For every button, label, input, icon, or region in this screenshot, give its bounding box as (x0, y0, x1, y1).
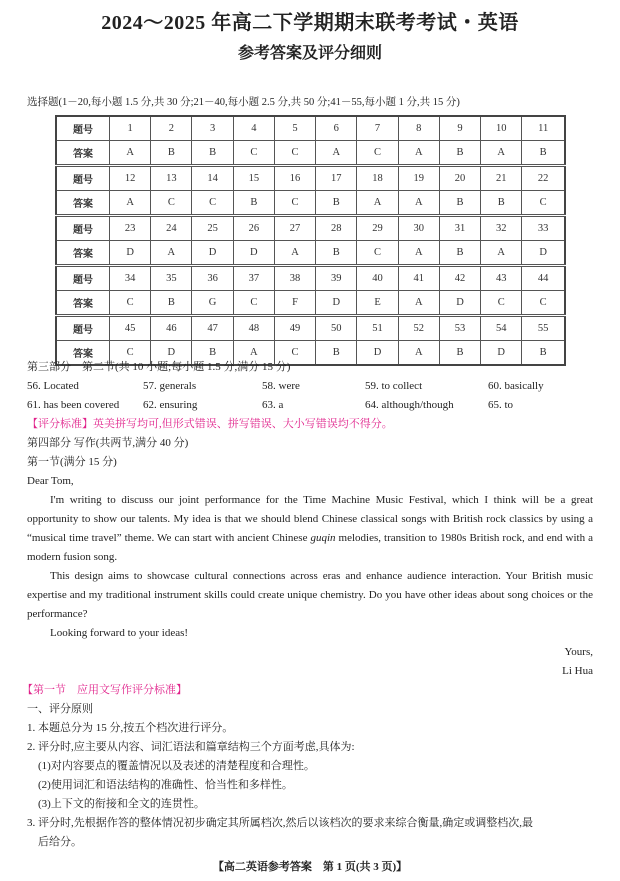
answer-cell: B (522, 141, 565, 166)
question-number: 42 (439, 266, 480, 291)
question-number-row (56, 166, 565, 191)
answer-cell: C (192, 191, 233, 216)
fill-answer: 65. to (488, 399, 514, 411)
answer-row (56, 191, 565, 216)
fill-answer: 56. Located (27, 380, 79, 392)
answer-cell: B (439, 341, 480, 366)
question-number: 17 (316, 166, 357, 191)
answer-cell: C (233, 291, 274, 316)
letter-paragraph-3: Looking forward to your ideas! (50, 627, 189, 639)
answer-cell: C (274, 341, 315, 366)
question-number: 18 (357, 166, 398, 191)
question-number: 24 (151, 216, 192, 241)
fill-answer: 58. were (262, 380, 300, 392)
row-label: 题号 (56, 166, 110, 191)
question-number: 45 (110, 316, 151, 341)
page-title: 2024～2025 年高二下学期期末联考考试・英语 (101, 12, 519, 34)
answer-cell: C (274, 191, 315, 216)
choice-heading: 选择题(1－20,每小题 1.5 分,共 30 分;21－40,每小题 2.5 分,共 50 分;41－55,每小题 1 分,共 15 分) (27, 97, 460, 108)
answer-cell: B (316, 191, 357, 216)
question-number: 8 (398, 116, 439, 141)
question-number-row (56, 116, 565, 141)
question-number: 20 (439, 166, 480, 191)
question-number: 39 (316, 266, 357, 291)
row-label: 题号 (56, 266, 110, 291)
answer-cell: D (110, 241, 151, 266)
question-number: 50 (316, 316, 357, 341)
question-number: 1 (110, 116, 151, 141)
letter-paragraph-1 (27, 491, 593, 567)
row-label: 答案 (56, 291, 110, 316)
p1-italic: guqin (310, 532, 336, 544)
question-number: 53 (439, 316, 480, 341)
fill-answer: 61. has been covered (27, 399, 120, 411)
answer-cell: A (398, 241, 439, 266)
question-number: 27 (274, 216, 315, 241)
question-number: 5 (274, 116, 315, 141)
answer-cell: C (110, 291, 151, 316)
question-number: 29 (357, 216, 398, 241)
question-number: 10 (481, 116, 522, 141)
rubric-item: 2. 评分时,应主要从内容、词汇语法和篇章结构三个方面考虑,具体为: (27, 741, 355, 753)
letter-signature: Li Hua (562, 665, 593, 677)
question-number: 31 (439, 216, 480, 241)
fill-answer: 64. although/though (365, 399, 454, 411)
page-footer: 【高二英语参考答案 第 1 页(共 3 页)】 (212, 861, 408, 873)
answer-cell: C (274, 141, 315, 166)
answer-row (56, 241, 565, 266)
answer-cell: B (151, 291, 192, 316)
question-number: 44 (522, 266, 565, 291)
answer-cell: A (274, 241, 315, 266)
letter-paragraph-2: This design aims to showcase cultural connections across eras and enhance audience interaction. Your British music expertise and my traditional instrument skills could create unique chemistry. Do you have other ideas about song choices or the performance? (27, 570, 593, 620)
answer-cell: A (398, 191, 439, 216)
row-label: 题号 (56, 316, 110, 341)
rubric-items (27, 719, 593, 852)
answer-cell: G (192, 291, 233, 316)
answer-cell: C (151, 191, 192, 216)
answer-cell: B (192, 341, 233, 366)
question-number: 2 (151, 116, 192, 141)
question-number-row (56, 216, 565, 241)
question-number: 35 (151, 266, 192, 291)
question-number: 15 (233, 166, 274, 191)
question-number: 52 (398, 316, 439, 341)
answer-cell: A (398, 141, 439, 166)
question-number: 6 (316, 116, 357, 141)
answer-cell: A (481, 141, 522, 166)
row-label: 答案 (56, 241, 110, 266)
question-number: 32 (481, 216, 522, 241)
criteria-text: 英美拼写均可,但形式错误、拼写错误、大小写错误均不得分。 (93, 418, 393, 430)
answer-cell: B (316, 341, 357, 366)
question-number: 3 (192, 116, 233, 141)
answer-cell: B (439, 241, 480, 266)
answer-cell: A (316, 141, 357, 166)
row-label: 题号 (56, 116, 110, 141)
answer-cell: D (192, 241, 233, 266)
part3-heading: 第三部分 第二节(共 10 小题;每小题 1.5 分,满分 15 分) (27, 361, 291, 373)
p1-end: melodies, transition to 1980s British rock, and end with a modern fusion song. (27, 532, 593, 563)
question-number-row (56, 266, 565, 291)
part4-heading: 第四部分 写作(共两节,满分 40 分) (27, 437, 189, 449)
answer-cell: C (110, 341, 151, 366)
question-number: 55 (522, 316, 565, 341)
answer-cell: A (110, 141, 151, 166)
letter-greeting: Dear Tom, (27, 475, 74, 487)
question-number: 49 (274, 316, 315, 341)
answer-cell: C (233, 141, 274, 166)
rubric-item: (1)对内容要点的覆盖情况以及表述的清楚程度和合理性。 (38, 760, 315, 772)
answer-cell: E (357, 291, 398, 316)
fill-answer: 59. to collect (365, 380, 423, 392)
question-number: 33 (522, 216, 565, 241)
question-number: 4 (233, 116, 274, 141)
row-label: 答案 (56, 141, 110, 166)
row-label: 题号 (56, 216, 110, 241)
question-number: 9 (439, 116, 480, 141)
answer-cell: C (357, 241, 398, 266)
fill-answer: 60. basically (488, 380, 544, 392)
row-label: 答案 (56, 341, 110, 366)
answer-cell: B (522, 341, 565, 366)
rubric-item: (3)上下文的衔接和全文的连贯性。 (38, 798, 205, 810)
question-number: 19 (398, 166, 439, 191)
fill-answer: 62. ensuring (143, 399, 198, 411)
answer-table (55, 115, 566, 366)
answer-cell: D (151, 341, 192, 366)
rubric-item: (2)使用词汇和语法结构的准确性、恰当性和多样性。 (38, 779, 293, 791)
letter-closing: Yours, (564, 646, 593, 658)
question-number: 43 (481, 266, 522, 291)
answer-cell: D (439, 291, 480, 316)
question-number: 34 (110, 266, 151, 291)
fill-answers (27, 377, 593, 415)
answer-cell: F (274, 291, 315, 316)
fill-answer: 63. a (262, 399, 284, 411)
rubric-title: 【第一节 应用文写作评分标准】 (22, 684, 187, 696)
answer-cell: B (316, 241, 357, 266)
content-flow (22, 358, 593, 877)
question-number: 36 (192, 266, 233, 291)
question-number: 11 (522, 116, 565, 141)
answer-cell: B (192, 141, 233, 166)
answer-cell: B (151, 141, 192, 166)
question-number: 30 (398, 216, 439, 241)
rubric-item: 后给分。 (38, 836, 82, 848)
question-number: 16 (274, 166, 315, 191)
answer-cell: B (439, 141, 480, 166)
answer-cell: B (481, 191, 522, 216)
answer-cell: C (357, 141, 398, 166)
answer-row (56, 291, 565, 316)
question-number: 25 (192, 216, 233, 241)
question-number: 38 (274, 266, 315, 291)
answer-cell: D (357, 341, 398, 366)
page-subtitle: 参考答案及评分细则 (237, 45, 382, 62)
question-number: 40 (357, 266, 398, 291)
answer-cell: C (481, 291, 522, 316)
section1-heading: 第一节(满分 15 分) (27, 456, 117, 468)
question-number: 13 (151, 166, 192, 191)
answer-cell: D (316, 291, 357, 316)
answer-cell: D (522, 241, 565, 266)
question-number: 48 (233, 316, 274, 341)
question-number: 41 (398, 266, 439, 291)
row-label: 答案 (56, 191, 110, 216)
question-number: 46 (151, 316, 192, 341)
question-number: 54 (481, 316, 522, 341)
answer-cell: D (481, 341, 522, 366)
answer-cell: B (233, 191, 274, 216)
answer-cell: A (398, 291, 439, 316)
answer-cell: D (233, 241, 274, 266)
part3-criteria (27, 415, 593, 434)
question-number: 51 (357, 316, 398, 341)
question-number: 23 (110, 216, 151, 241)
question-number: 47 (192, 316, 233, 341)
rubric-heading: 一、评分原则 (27, 703, 93, 715)
criteria-label: 【评分标准】 (27, 418, 93, 430)
answer-cell: A (398, 341, 439, 366)
question-number: 21 (481, 166, 522, 191)
p1-text: I'm writing to discuss our joint performance for the Time Machine Music Festival, which I think will be a great opportunity to show our talents. My idea is that we should blend Chinese classical songs with British rock classics by using a “musical time travel” theme. We can start with ancient Chinese (27, 494, 593, 544)
rubric-item: 3. 评分时,先根据作答的整体情况初步确定其所属档次,然后以该档次的要求来综合衡量,确定或调整档次,最 (27, 817, 533, 829)
answer-cell: A (151, 241, 192, 266)
question-number-row (56, 316, 565, 341)
question-number: 7 (357, 116, 398, 141)
answer-cell: C (522, 191, 565, 216)
question-number: 14 (192, 166, 233, 191)
watermark: 名校教研联盟 (380, 441, 590, 478)
answer-cell: C (522, 291, 565, 316)
answer-cell: B (439, 191, 480, 216)
answer-cell: A (233, 341, 274, 366)
question-number: 28 (316, 216, 357, 241)
fill-answer: 57. generals (143, 380, 197, 392)
answer-cell: A (481, 241, 522, 266)
answer-row (56, 141, 565, 166)
question-number: 12 (110, 166, 151, 191)
answer-cell: A (110, 191, 151, 216)
rubric-item: 1. 本题总分为 15 分,按五个档次进行评分。 (27, 722, 234, 734)
question-number: 26 (233, 216, 274, 241)
question-number: 22 (522, 166, 565, 191)
answer-cell: A (357, 191, 398, 216)
question-number: 37 (233, 266, 274, 291)
